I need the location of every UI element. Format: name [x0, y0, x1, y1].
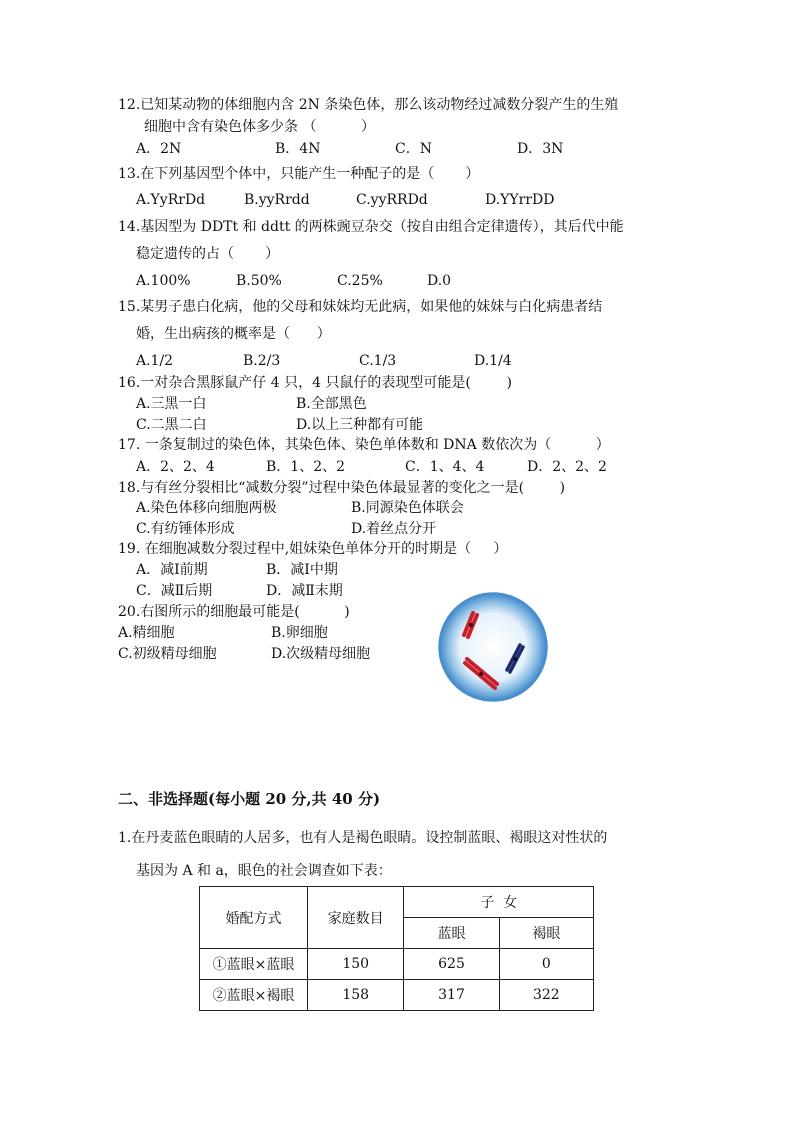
q14-option-b: B.50%	[236, 273, 282, 289]
q20-line1: 20.右图所示的细胞最可能是( )	[118, 604, 350, 620]
row1-mating: ①蓝眼×蓝眼	[200, 949, 308, 980]
q14-option-a: A.100%	[136, 273, 191, 289]
q12-option-c: C．N	[395, 141, 432, 157]
q14-line2: 稳定遗传的占（ ）	[136, 246, 280, 262]
header-blue-eye: 蓝眼	[404, 918, 499, 949]
row2-mating: ②蓝眼×褐眼	[200, 980, 308, 1011]
q19-line1: 19. 在细胞减数分裂过程中,姐妹染色单体分开的时期是（ ）	[118, 541, 508, 557]
q16-option-b: B.全部黑色	[296, 396, 367, 412]
q16-option-c: C.二黑二白	[136, 417, 207, 433]
row2-families: 158	[308, 980, 404, 1011]
q14-line1: 14.基因型为 DDTt 和 ddtt 的两株豌豆杂交（按自由组合定律遗传），其后代中能	[118, 219, 624, 235]
header-brown-eye: 褐眼	[499, 918, 593, 949]
q13-option-d: D.YYrrDD	[485, 192, 555, 208]
eye-color-survey-table	[199, 886, 594, 1011]
q12-line1: 12.已知某动物的体细胞内含 2N 条染色体，那么该动物经过减数分裂产生的生殖	[118, 97, 619, 113]
header-mating: 婚配方式	[200, 887, 308, 949]
q19-option-b: B．减Ⅰ中期	[266, 562, 338, 578]
q17-option-a: A．2、2、4	[136, 459, 215, 475]
q18-option-a: A.染色体移向细胞两极	[136, 500, 277, 516]
q16-option-a: A.三黑一白	[136, 396, 207, 412]
q15-option-b: B.2/3	[243, 353, 281, 369]
q12-option-a: A．2N	[136, 141, 182, 157]
q17-option-b: B．1、2、2	[266, 459, 346, 475]
q18-line1: 18.与有丝分裂相比“减数分裂”过程中染色体最显著的变化之一是( )	[118, 480, 566, 496]
q20-option-c: C.初级精母细胞	[118, 646, 217, 662]
q13-option-b: B.yyRrdd	[244, 192, 310, 208]
q17-line1: 17. 一条复制过的染色体，其染色体、染色单体数和 DNA 数依次为（ ）	[118, 437, 610, 453]
row1-brown: 0	[499, 949, 593, 980]
q19-option-c: C．减Ⅱ后期	[136, 583, 213, 599]
q12-line2: 细胞中含有染色体多少条 （ ）	[144, 119, 375, 135]
section2-heading: 二、非选择题(每小题 20 分,共 40 分)	[118, 790, 381, 808]
header-children: 子 女	[404, 887, 594, 918]
q20-option-a: A.精细胞	[118, 625, 175, 641]
q20-option-d: D.次级精母细胞	[271, 646, 371, 662]
q13-option-c: C.yyRRDd	[356, 192, 428, 208]
s2-q1-line2: 基因为 A 和 a，眼色的社会调查如下表：	[136, 863, 392, 879]
q16-line1: 16.一对杂合黑豚鼠产仔 4 只，4 只鼠仔的表现型可能是( )	[118, 375, 512, 391]
q18-option-c: C.有纺锤体形成	[136, 521, 235, 537]
row1-blue: 625	[404, 949, 499, 980]
q20-option-b: B.卵细胞	[271, 625, 328, 641]
row2-blue: 317	[404, 980, 499, 1011]
row1-families: 150	[308, 949, 404, 980]
cell-figure	[437, 591, 549, 703]
table-row	[200, 949, 594, 980]
q16-option-d: D.以上三种都有可能	[296, 417, 424, 433]
table-row	[200, 980, 594, 1011]
q15-option-d: D.1/4	[474, 353, 512, 369]
q12-option-d: D．3N	[517, 141, 564, 157]
q14-option-c: C.25%	[337, 273, 383, 289]
q15-line2: 婚，生出病孩的概率是（ ）	[136, 326, 331, 342]
q18-option-b: B.同源染色体联会	[351, 500, 464, 516]
q17-option-c: C．1、4、4	[405, 459, 485, 475]
q14-option-d: D.0	[427, 273, 452, 289]
q13-line1: 13.在下列基因型个体中，只能产生一种配子的是（ ）	[118, 166, 480, 182]
q15-option-c: C.1/3	[359, 353, 397, 369]
q17-option-d: D．2、2、2	[527, 459, 607, 475]
row2-brown: 322	[499, 980, 593, 1011]
q15-line1: 15.某男子患白化病，他的父母和妹妹均无此病，如果他的妹妹与白化病患者结	[118, 299, 603, 315]
q19-option-d: D．减Ⅱ末期	[266, 583, 343, 599]
s2-q1-line1: 1.在丹麦蓝色眼睛的人居多，也有人是褐色眼睛。设控制蓝眼、褐眼这对性状的	[118, 830, 608, 846]
q19-option-a: A．减Ⅰ前期	[136, 562, 208, 578]
q12-option-b: B．4N	[275, 141, 321, 157]
header-families: 家庭数目	[308, 887, 404, 949]
q15-option-a: A.1/2	[136, 353, 174, 369]
q13-option-a: A.YyRrDd	[136, 192, 206, 208]
q18-option-d: D.着丝点分开	[351, 521, 437, 537]
